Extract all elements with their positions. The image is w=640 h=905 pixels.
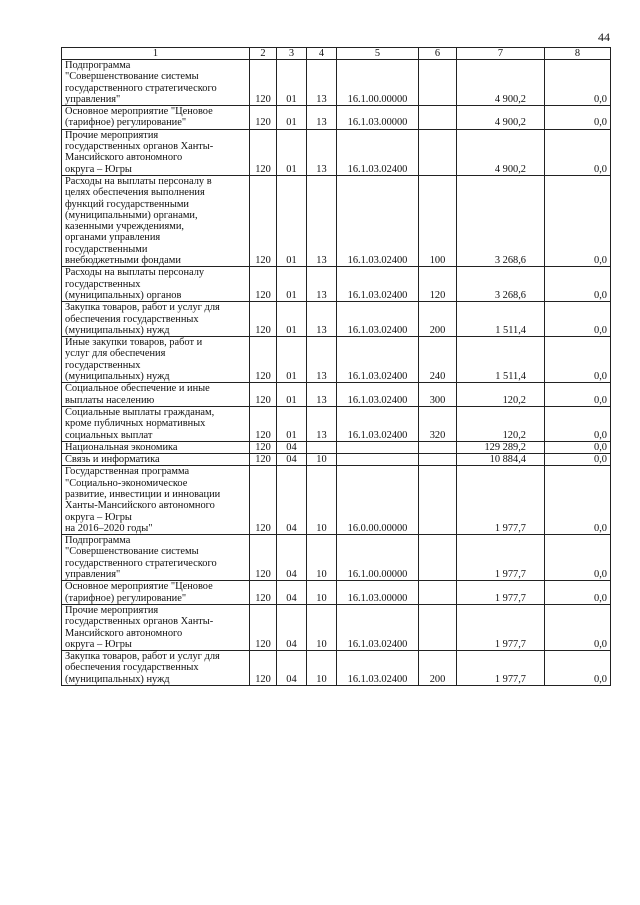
row-code-expense-type <box>419 604 457 650</box>
table-row <box>62 581 611 605</box>
row-code-section: 01 <box>277 267 307 302</box>
row-name: Государственная программа "Социально-экономическое развитие, инвестиции и инновации Ханты-Мансийского автономного округа – Югры на 2016–2020 годы" <box>62 466 250 535</box>
row-amount: 3 268,6 <box>457 175 545 266</box>
table-row <box>62 337 611 383</box>
row-amount-secondary: 0,0 <box>545 466 611 535</box>
row-code-admin: 120 <box>250 267 277 302</box>
budget-table <box>61 47 611 686</box>
row-amount: 3 268,6 <box>457 267 545 302</box>
row-code-expense-type <box>419 466 457 535</box>
row-name: Национальная экономика <box>62 441 250 453</box>
row-code-expense-type <box>419 581 457 605</box>
header-cell-3: 3 <box>277 48 307 60</box>
row-code-target: 16.1.00.00000 <box>337 535 419 581</box>
row-amount: 120,2 <box>457 406 545 441</box>
header-cell-2: 2 <box>250 48 277 60</box>
row-code-expense-type: 100 <box>419 175 457 266</box>
table-row <box>62 267 611 302</box>
header-cell-5: 5 <box>337 48 419 60</box>
row-code-admin: 120 <box>250 60 277 106</box>
row-code-subsection: 10 <box>307 604 337 650</box>
row-amount-secondary: 0,0 <box>545 535 611 581</box>
row-code-section: 04 <box>277 466 307 535</box>
row-name: Расходы на выплаты персоналу государственных (муниципальных) органов <box>62 267 250 302</box>
row-code-expense-type: 120 <box>419 267 457 302</box>
row-name: Подпрограмма "Совершенствование системы государственного стратегического управления" <box>62 535 250 581</box>
row-code-target: 16.1.03.00000 <box>337 106 419 130</box>
row-code-section: 01 <box>277 383 307 407</box>
row-code-admin: 120 <box>250 651 277 686</box>
row-code-subsection: 13 <box>307 60 337 106</box>
row-code-admin: 120 <box>250 302 277 337</box>
row-code-admin: 120 <box>250 383 277 407</box>
row-code-target <box>337 441 419 453</box>
row-code-target: 16.1.03.02400 <box>337 406 419 441</box>
row-code-subsection: 10 <box>307 651 337 686</box>
row-name: Социальное обеспечение и иные выплаты населению <box>62 383 250 407</box>
header-cell-8: 8 <box>545 48 611 60</box>
row-amount: 4 900,2 <box>457 129 545 175</box>
row-code-expense-type: 240 <box>419 337 457 383</box>
table-row <box>62 454 611 466</box>
table-row <box>62 651 611 686</box>
row-amount: 4 900,2 <box>457 106 545 130</box>
row-code-admin: 120 <box>250 175 277 266</box>
table-row <box>62 441 611 453</box>
row-code-target: 16.1.03.02400 <box>337 302 419 337</box>
row-code-target: 16.1.03.02400 <box>337 175 419 266</box>
row-code-subsection: 13 <box>307 106 337 130</box>
row-code-expense-type <box>419 454 457 466</box>
row-code-section: 04 <box>277 441 307 453</box>
row-amount-secondary: 0,0 <box>545 651 611 686</box>
row-code-target: 16.1.00.00000 <box>337 60 419 106</box>
header-cell-1: 1 <box>62 48 250 60</box>
row-code-target: 16.1.03.02400 <box>337 651 419 686</box>
row-code-subsection: 10 <box>307 454 337 466</box>
row-code-expense-type <box>419 106 457 130</box>
row-amount-secondary: 0,0 <box>545 604 611 650</box>
row-code-expense-type <box>419 441 457 453</box>
row-name: Расходы на выплаты персоналу в целях обеспечения выполнения функций государственными (муниципальными) органами, казенными учреждениями, органами управления государственными внебюджетными фондами <box>62 175 250 266</box>
row-code-section: 04 <box>277 454 307 466</box>
row-amount-secondary: 0,0 <box>545 383 611 407</box>
row-name: Связь и информатика <box>62 454 250 466</box>
row-code-subsection: 13 <box>307 302 337 337</box>
row-code-expense-type: 200 <box>419 651 457 686</box>
row-code-expense-type <box>419 535 457 581</box>
row-code-target <box>337 454 419 466</box>
row-code-section: 01 <box>277 106 307 130</box>
table-row <box>62 604 611 650</box>
row-amount: 4 900,2 <box>457 60 545 106</box>
row-code-target: 16.1.03.02400 <box>337 604 419 650</box>
page-number: 44 <box>598 30 610 44</box>
table-row <box>62 406 611 441</box>
row-code-subsection: 10 <box>307 466 337 535</box>
header-cell-6: 6 <box>419 48 457 60</box>
table-row <box>62 129 611 175</box>
row-code-target: 16.1.03.02400 <box>337 267 419 302</box>
row-code-section: 01 <box>277 302 307 337</box>
row-code-admin: 120 <box>250 337 277 383</box>
row-code-subsection: 13 <box>307 175 337 266</box>
row-code-section: 04 <box>277 535 307 581</box>
row-name: Подпрограмма "Совершенствование системы государственного стратегического управления" <box>62 60 250 106</box>
row-code-target: 16.1.03.02400 <box>337 337 419 383</box>
row-name: Прочие мероприятия государственных органов Ханты- Мансийского автономного округа – Югры <box>62 129 250 175</box>
row-amount-secondary: 0,0 <box>545 106 611 130</box>
row-code-section: 04 <box>277 581 307 605</box>
row-amount-secondary: 0,0 <box>545 129 611 175</box>
row-code-subsection: 10 <box>307 535 337 581</box>
row-amount-secondary: 0,0 <box>545 60 611 106</box>
row-code-admin: 120 <box>250 106 277 130</box>
table-row <box>62 175 611 266</box>
table-row <box>62 383 611 407</box>
row-amount: 1 977,7 <box>457 581 545 605</box>
row-amount-secondary: 0,0 <box>545 175 611 266</box>
row-amount-secondary: 0,0 <box>545 581 611 605</box>
row-code-expense-type <box>419 60 457 106</box>
row-code-admin: 120 <box>250 535 277 581</box>
row-code-section: 04 <box>277 604 307 650</box>
row-code-target: 16.0.00.00000 <box>337 466 419 535</box>
row-code-subsection: 13 <box>307 267 337 302</box>
row-amount: 1 977,7 <box>457 604 545 650</box>
row-code-expense-type <box>419 129 457 175</box>
row-code-subsection: 13 <box>307 383 337 407</box>
row-name: Закупка товаров, работ и услуг для обеспечения государственных (муниципальных) нужд <box>62 651 250 686</box>
row-amount-secondary: 0,0 <box>545 454 611 466</box>
row-name: Иные закупки товаров, работ и услуг для обеспечения государственных (муниципальных) нужд <box>62 337 250 383</box>
row-code-subsection: 13 <box>307 406 337 441</box>
row-code-subsection: 10 <box>307 581 337 605</box>
row-name: Социальные выплаты гражданам, кроме публичных нормативных социальных выплат <box>62 406 250 441</box>
row-code-subsection: 13 <box>307 129 337 175</box>
row-code-section: 04 <box>277 651 307 686</box>
row-code-expense-type: 320 <box>419 406 457 441</box>
row-amount-secondary: 0,0 <box>545 337 611 383</box>
row-code-target: 16.1.03.00000 <box>337 581 419 605</box>
row-code-target: 16.1.03.02400 <box>337 129 419 175</box>
row-code-section: 01 <box>277 175 307 266</box>
row-code-section: 01 <box>277 337 307 383</box>
row-code-admin: 120 <box>250 466 277 535</box>
row-name: Основное мероприятие "Ценовое (тарифное) регулирование" <box>62 581 250 605</box>
row-amount-secondary: 0,0 <box>545 406 611 441</box>
table-body <box>62 60 611 686</box>
row-code-admin: 120 <box>250 604 277 650</box>
row-code-admin: 120 <box>250 454 277 466</box>
table-row <box>62 60 611 106</box>
table-row <box>62 466 611 535</box>
row-amount: 1 977,7 <box>457 651 545 686</box>
header-cell-4: 4 <box>307 48 337 60</box>
row-amount: 10 884,4 <box>457 454 545 466</box>
header-cell-7: 7 <box>457 48 545 60</box>
row-amount-secondary: 0,0 <box>545 441 611 453</box>
row-code-expense-type: 200 <box>419 302 457 337</box>
row-amount: 120,2 <box>457 383 545 407</box>
row-code-admin: 120 <box>250 581 277 605</box>
row-code-section: 01 <box>277 129 307 175</box>
row-amount: 1 977,7 <box>457 466 545 535</box>
table-row <box>62 535 611 581</box>
row-code-admin: 120 <box>250 441 277 453</box>
row-amount-secondary: 0,0 <box>545 267 611 302</box>
row-name: Прочие мероприятия государственных органов Ханты- Мансийского автономного округа – Югры <box>62 604 250 650</box>
row-code-expense-type: 300 <box>419 383 457 407</box>
row-code-admin: 120 <box>250 406 277 441</box>
row-code-admin: 120 <box>250 129 277 175</box>
row-name: Основное мероприятие "Ценовое (тарифное) регулирование" <box>62 106 250 130</box>
row-amount: 1 977,7 <box>457 535 545 581</box>
row-code-subsection <box>307 441 337 453</box>
row-amount-secondary: 0,0 <box>545 302 611 337</box>
row-code-section: 01 <box>277 60 307 106</box>
row-name: Закупка товаров, работ и услуг для обеспечения государственных (муниципальных) нужд <box>62 302 250 337</box>
header-row <box>62 48 611 60</box>
table-row <box>62 106 611 130</box>
row-amount: 1 511,4 <box>457 302 545 337</box>
row-code-section: 01 <box>277 406 307 441</box>
row-amount: 1 511,4 <box>457 337 545 383</box>
row-amount: 129 289,2 <box>457 441 545 453</box>
row-code-target: 16.1.03.02400 <box>337 383 419 407</box>
table-row <box>62 302 611 337</box>
row-code-subsection: 13 <box>307 337 337 383</box>
